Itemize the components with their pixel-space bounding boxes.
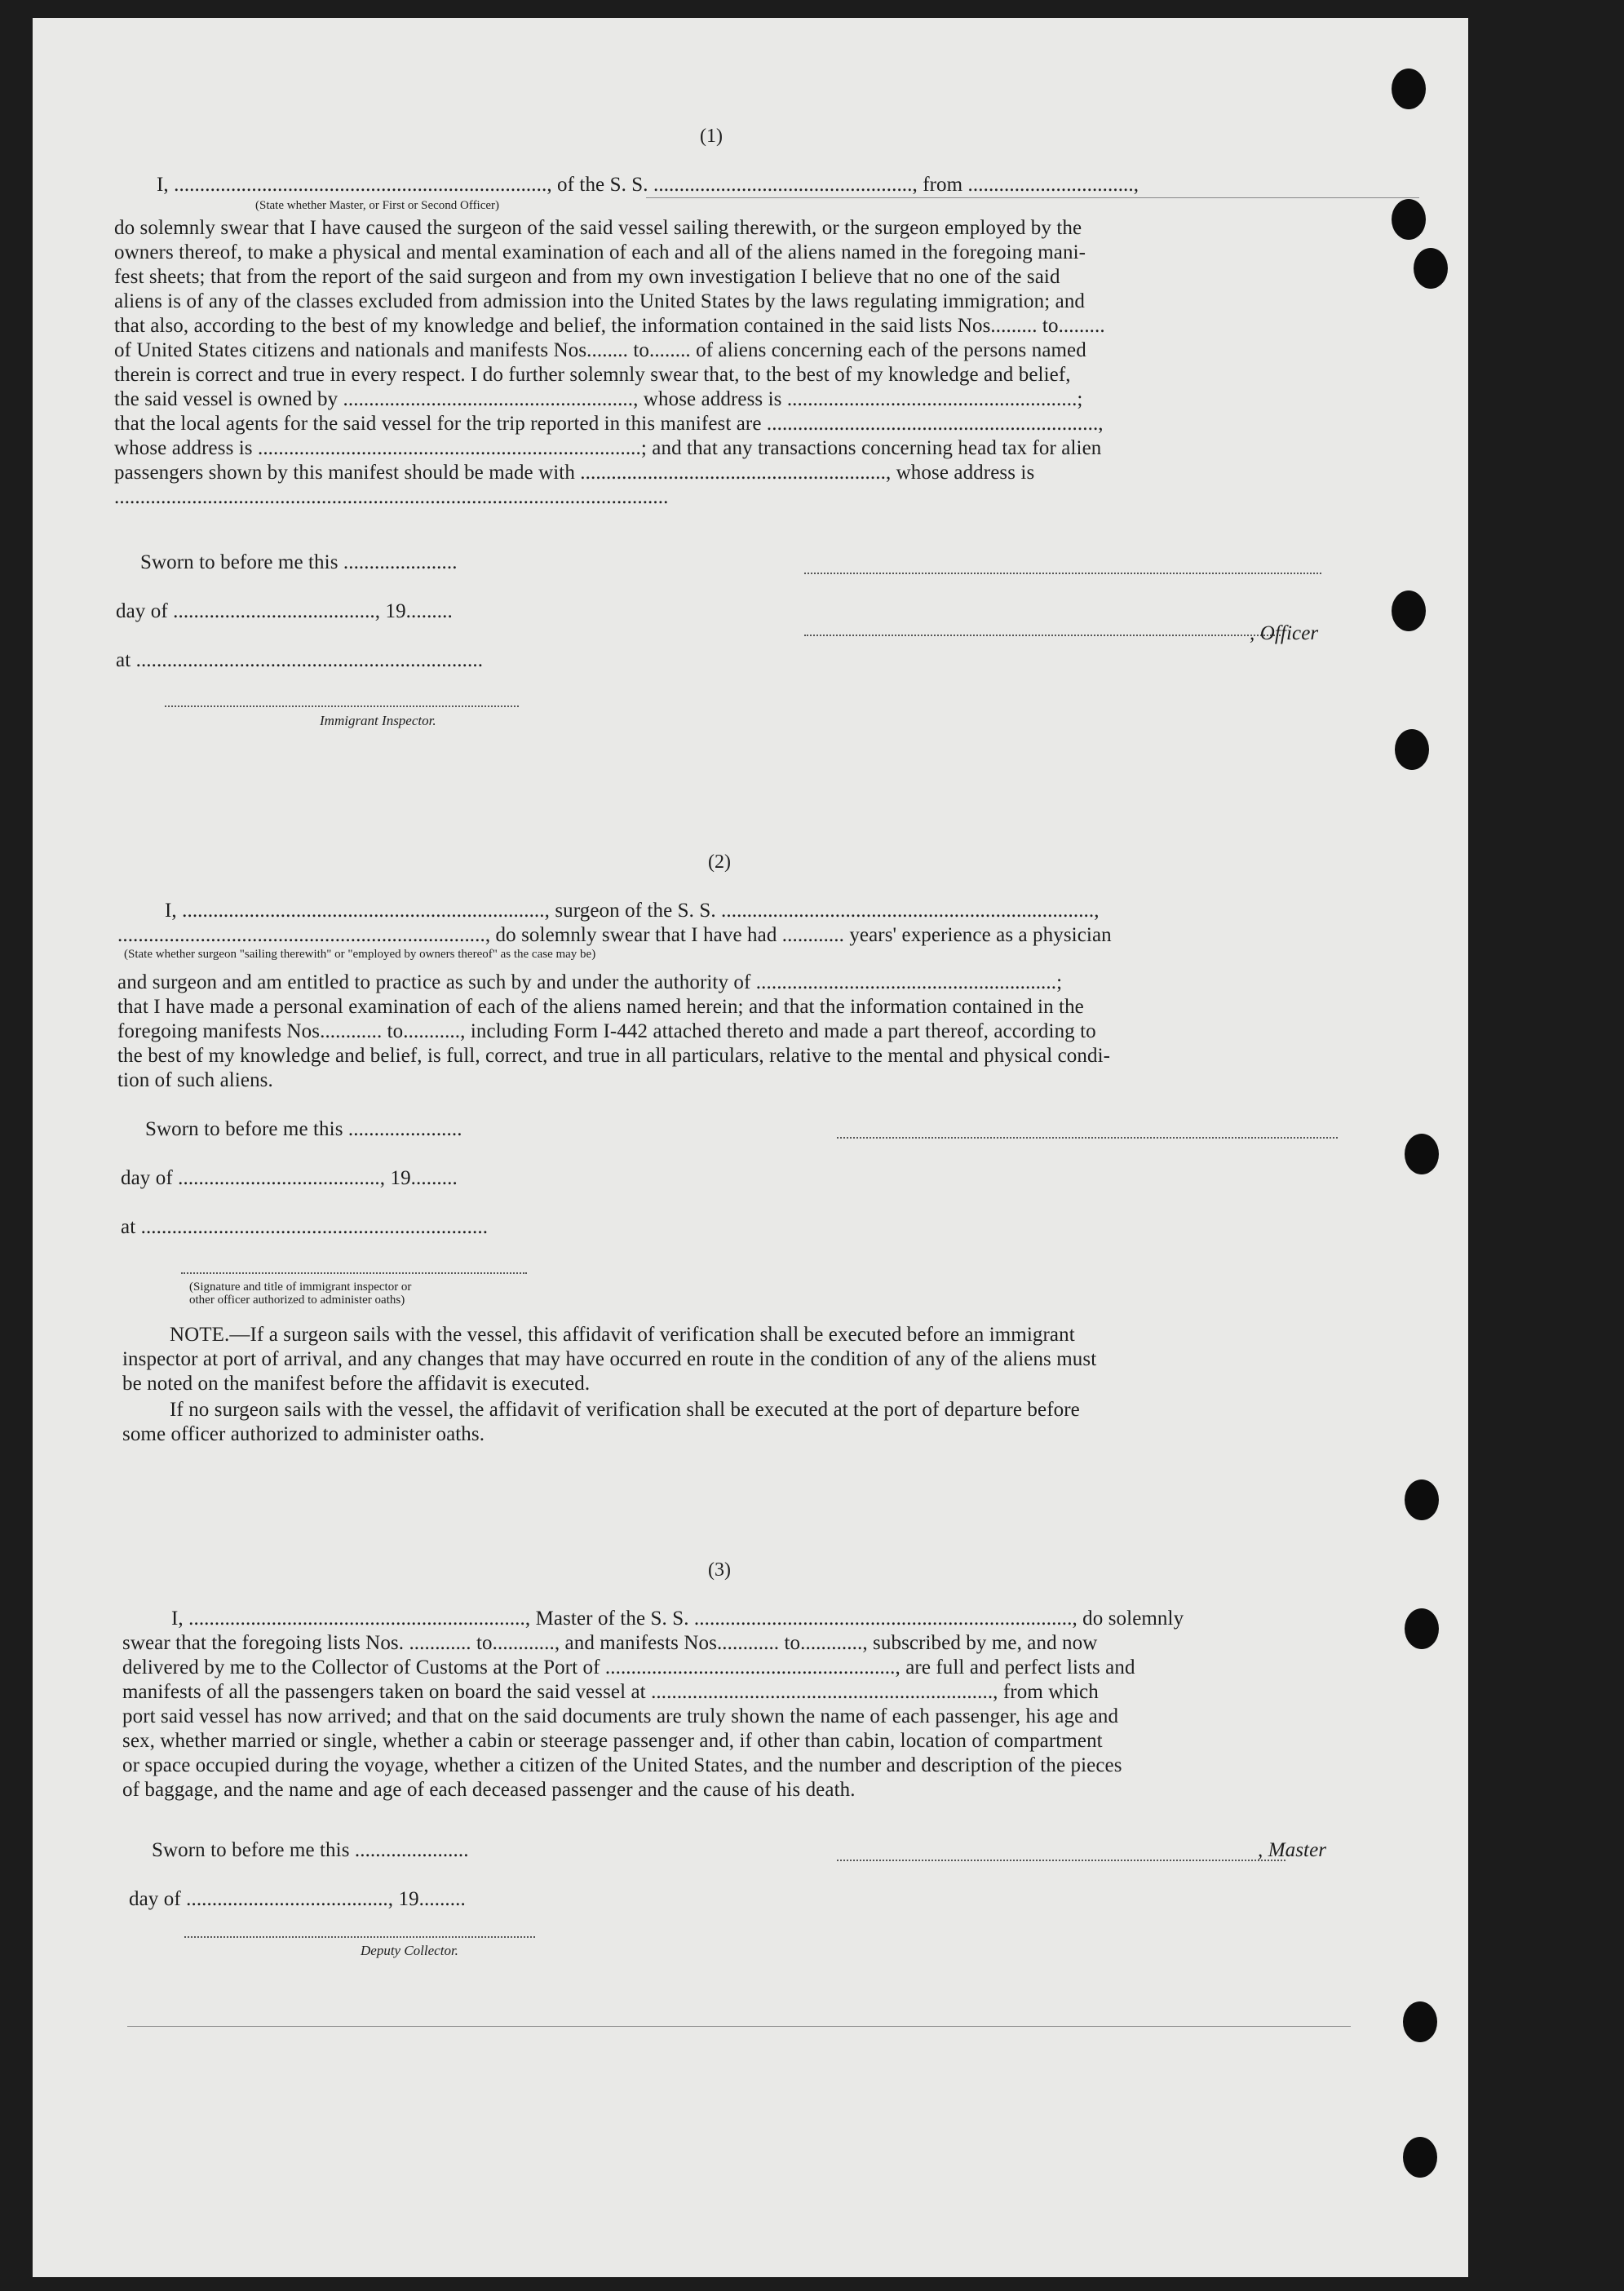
signature-line: [804, 635, 1281, 636]
punch-hole: [1395, 729, 1429, 770]
punch-hole: [1403, 2001, 1437, 2042]
signature-line: [165, 705, 519, 707]
caption: (State whether surgeon "sailing therewith" or "employed by owners thereof" as the case may be): [124, 948, 596, 961]
signature-line: [184, 1936, 535, 1938]
body-line: tion of such aliens.: [117, 1069, 273, 1091]
signature-line: [804, 573, 1321, 574]
signature-line: [181, 1272, 527, 1274]
body-line: delivered by me to the Collector of Customs at the Port of ........................................................, are full and perfect lists and: [122, 1656, 1135, 1678]
punch-hole: [1405, 1608, 1439, 1649]
note-line: inspector at port of arrival, and any changes that may have occurred en route in the condition of any of the aliens must: [122, 1348, 1097, 1370]
sworn-line: Sworn to before me this ......................: [152, 1839, 469, 1861]
body-line: foregoing manifests Nos............ to..........., including Form I-442 attached thereto and made a part thereof, according to: [117, 1020, 1096, 1042]
section-1-line: I, ........................................................................, of the S. S. .................................................., from ................................,: [157, 174, 1139, 196]
day-of-line: day of ......................................., 19.........: [116, 600, 453, 622]
signature-line: [837, 1860, 1285, 1861]
manifest-page: [33, 18, 1468, 2277]
sworn-line: Sworn to before me this ......................: [140, 551, 458, 573]
sworn-line: Sworn to before me this ......................: [145, 1118, 462, 1140]
caption: (Signature and title of immigrant inspector or: [189, 1280, 412, 1294]
day-of-line: day of ......................................., 19.........: [121, 1167, 458, 1189]
officer-label: , Officer: [1250, 622, 1319, 644]
at-line: at ...................................................................: [121, 1216, 489, 1238]
note-line: NOTE.—If a surgeon sails with the vessel, this affidavit of verification shall be executed before an immigrant: [170, 1324, 1075, 1346]
section-2-line: ......................................................................., do solemnly swear that I have had ............ years' experience as a physician: [117, 924, 1112, 946]
punch-hole: [1403, 2137, 1437, 2178]
section-1-number: (1): [700, 126, 723, 147]
deputy-label: Deputy Collector.: [361, 1943, 458, 1958]
body-line: of United States citizens and nationals and manifests Nos........ to........ of aliens concerning each of the persons named: [114, 339, 1086, 361]
day-of-line: day of ......................................., 19.........: [129, 1888, 466, 1910]
divider: [646, 197, 1419, 198]
body-line: therein is correct and true in every respect. I do further solemnly swear that, to the best of my knowledge and belief,: [114, 364, 1071, 386]
body-line: sex, whether married or single, whether a cabin or steerage passenger and, if other than cabin, location of compartment: [122, 1730, 1103, 1752]
body-line: that the local agents for the said vessel for the trip reported in this manifest are ................................................................,: [114, 413, 1104, 435]
punch-hole: [1414, 248, 1448, 289]
body-line: that I have made a personal examination of each of the aliens named herein; and that the information contained in the: [117, 996, 1084, 1018]
body-line: of baggage, and the name and age of each deceased passenger and the cause of his death.: [122, 1779, 856, 1801]
body-line: the best of my knowledge and belief, is full, correct, and true in all particulars, relative to the mental and physical condi-: [117, 1045, 1111, 1067]
punch-hole: [1405, 1479, 1439, 1520]
at-line: at ...................................................................: [116, 649, 484, 671]
punch-hole: [1392, 199, 1426, 240]
body-line: I, ................................................................., Master of the S. S. ........................................................................., do solemnly: [171, 1608, 1184, 1630]
note-line: be noted on the manifest before the affidavit is executed.: [122, 1373, 591, 1395]
body-line: owners thereof, to make a physical and mental examination of each and all of the aliens named in the foregoing mani-: [114, 241, 1086, 263]
body-line: port said vessel has now arrived; and that on the said documents are truly shown the name of each passenger, his age and: [122, 1705, 1119, 1727]
section-3-number: (3): [708, 1559, 731, 1581]
section-2-line: I, ......................................................................, surgeon of the S. S. ........................................................................,: [165, 900, 1100, 922]
note-line: If no surgeon sails with the vessel, the affidavit of verification shall be executed at the port of departure before: [170, 1399, 1080, 1421]
body-line: or space occupied during the voyage, whether a citizen of the United States, and the number and description of the pieces: [122, 1754, 1122, 1776]
body-line: passengers shown by this manifest should be made with ..........................................................., whose address is: [114, 462, 1035, 484]
caption: other officer authorized to administer oaths): [189, 1294, 405, 1307]
body-line: do solemnly swear that I have caused the surgeon of the said vessel sailing therewith, or the surgeon employed by the: [114, 217, 1082, 239]
body-line: swear that the foregoing lists Nos. ............ to............, and manifests Nos............ to............, subscribed by me, and now: [122, 1632, 1098, 1654]
body-line: whose address is ..........................................................................; and that any transactions concerning head tax for alien: [114, 437, 1102, 459]
punch-hole: [1405, 1134, 1439, 1174]
note-line: some officer authorized to administer oaths.: [122, 1423, 485, 1445]
body-line: that also, according to the best of my knowledge and belief, the information contained in the said lists Nos......... to.........: [114, 315, 1105, 337]
body-line: fest sheets; that from the report of the said surgeon and from my own investigation I believe that no one of the said: [114, 266, 1060, 288]
body-line: aliens is of any of the classes excluded from admission into the United States by the laws regulating immigration; and: [114, 290, 1086, 312]
section-2-number: (2): [708, 851, 731, 873]
caption: (State whether Master, or First or Second Officer): [255, 199, 500, 212]
body-line: the said vessel is owned by ........................................................, whose address is ........................................................;: [114, 388, 1083, 410]
punch-hole: [1392, 69, 1426, 109]
body-line: manifests of all the passengers taken on board the said vessel at .................................................................., from which: [122, 1681, 1099, 1703]
signature-line: [837, 1137, 1338, 1139]
body-line: ...........................................................................................................: [114, 486, 669, 508]
punch-hole: [1392, 590, 1426, 631]
bottom-rule: [127, 2026, 1351, 2027]
master-label: , Master: [1258, 1839, 1327, 1861]
inspector-label: Immigrant Inspector.: [320, 713, 436, 728]
body-line: and surgeon and am entitled to practice as such by and under the authority of ..........................................................;: [117, 971, 1063, 993]
